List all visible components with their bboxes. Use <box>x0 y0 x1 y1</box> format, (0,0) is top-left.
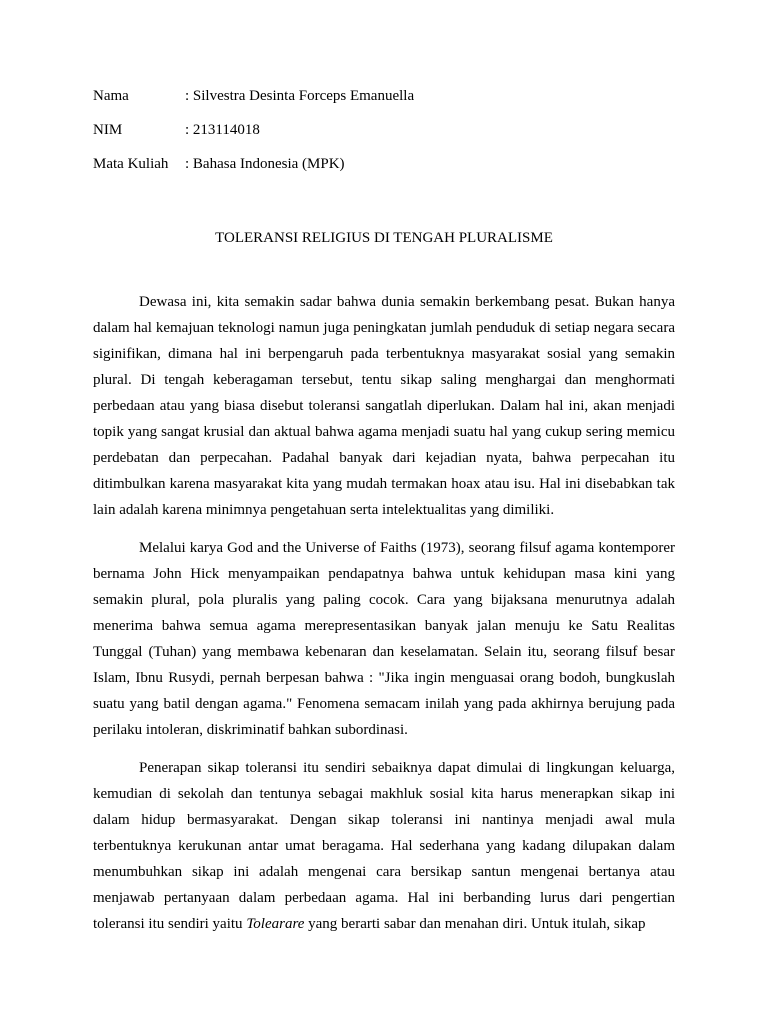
paragraph <box>93 755 675 937</box>
info-value: : Silvestra Desinta Forceps Emanuella <box>185 88 415 104</box>
info-label: Mata Kuliah <box>93 156 169 172</box>
info-row-nim <box>93 121 414 139</box>
italic-term: Tolearare <box>246 916 305 932</box>
paragraph-text: yang berarti sabar dan menahan diri. Untuk itulah, sikap <box>304 916 646 932</box>
paragraph: Dewasa ini, kita semakin sadar bahwa dunia semakin berkembang pesat. Bukan hanya dalam hal kemajuan teknologi namun juga peningkatan jumlah penduduk di setiap negara secara siginifikan, dimana hal ini berpengaruh pada terbentuknya masyarakat sosial yang semakin plural. Di tengah keberagaman tersebut, tentu sikap saling menghargai dan menghormati perbedaan atau yang biasa disebut toleransi sangatlah diperlukan. Dalam hal ini, akan menjadi topik yang sangat krusial dan aktual bahwa agama menjadi suatu hal yang cukup sering memicu perdebatan dan perpecahan. Padahal banyak dari kejadian nyata, bahwa perpecahan itu ditimbulkan karena masyarakat kita yang mudah termakan hoax atau isu. Hal ini disebabkan tak lain adalah karena minimnya pengetahuan serta intelektualitas yang dimiliki. <box>93 294 675 518</box>
info-value: : 213114018 <box>185 122 260 138</box>
info-row-name <box>93 87 414 105</box>
info-value: : Bahasa Indonesia (MPK) <box>185 156 345 172</box>
paragraph: Melalui karya God and the Universe of Faiths (1973), seorang filsuf agama kontemporer bernama John Hick menyampaikan pendapatnya bahwa untuk kehidupan masa kini yang semakin plural, pola pluralis yang paling cocok. Cara yang bijaksana menurutnya adalah menerima bahwa semua agama merepresentasikan banyak jalan menuju ke Satu Realitas Tunggal (Tuhan) yang membawa kebenaran dan keselamatan. Selain itu, seorang filsuf besar Islam, Ibnu Rusydi, pernah berpesan bahwa : "Jika ingin menguasai orang bodoh, bungkuslah suatu yang batil dengan agama." Fenomena semacam inilah yang pada akhirnya berujung pada perilaku intoleran, diskriminatif bahkan subordinasi. <box>93 540 675 738</box>
info-label: NIM <box>93 122 123 138</box>
document-title: TOLERANSI RELIGIUS DI TENGAH PLURALISME <box>215 230 553 246</box>
info-label: Nama <box>93 88 129 104</box>
document-body <box>93 289 675 949</box>
info-row-course <box>93 155 414 173</box>
student-info <box>93 87 414 189</box>
paragraph-text: Penerapan sikap toleransi itu sendiri sebaiknya dapat dimulai di lingkungan keluarga, kemudian di sekolah dan tentunya sebagai makhluk sosial kita harus menerapkan sikap ini dalam hidup bermasyarakat. Dengan sikap toleransi ini nantinya menjadi awal mula terbentuknya kerukunan antar umat beragama. Hal sederhana yang kadang dilupakan dalam menumbuhkan sikap ini adalah mengenai cara bersikap santun mengenai bertanya atau menjawab pertanyaan dalam perbedaan agama. Hal ini berbanding lurus dari pengertian toleransi itu sendiri yaitu <box>93 760 675 932</box>
